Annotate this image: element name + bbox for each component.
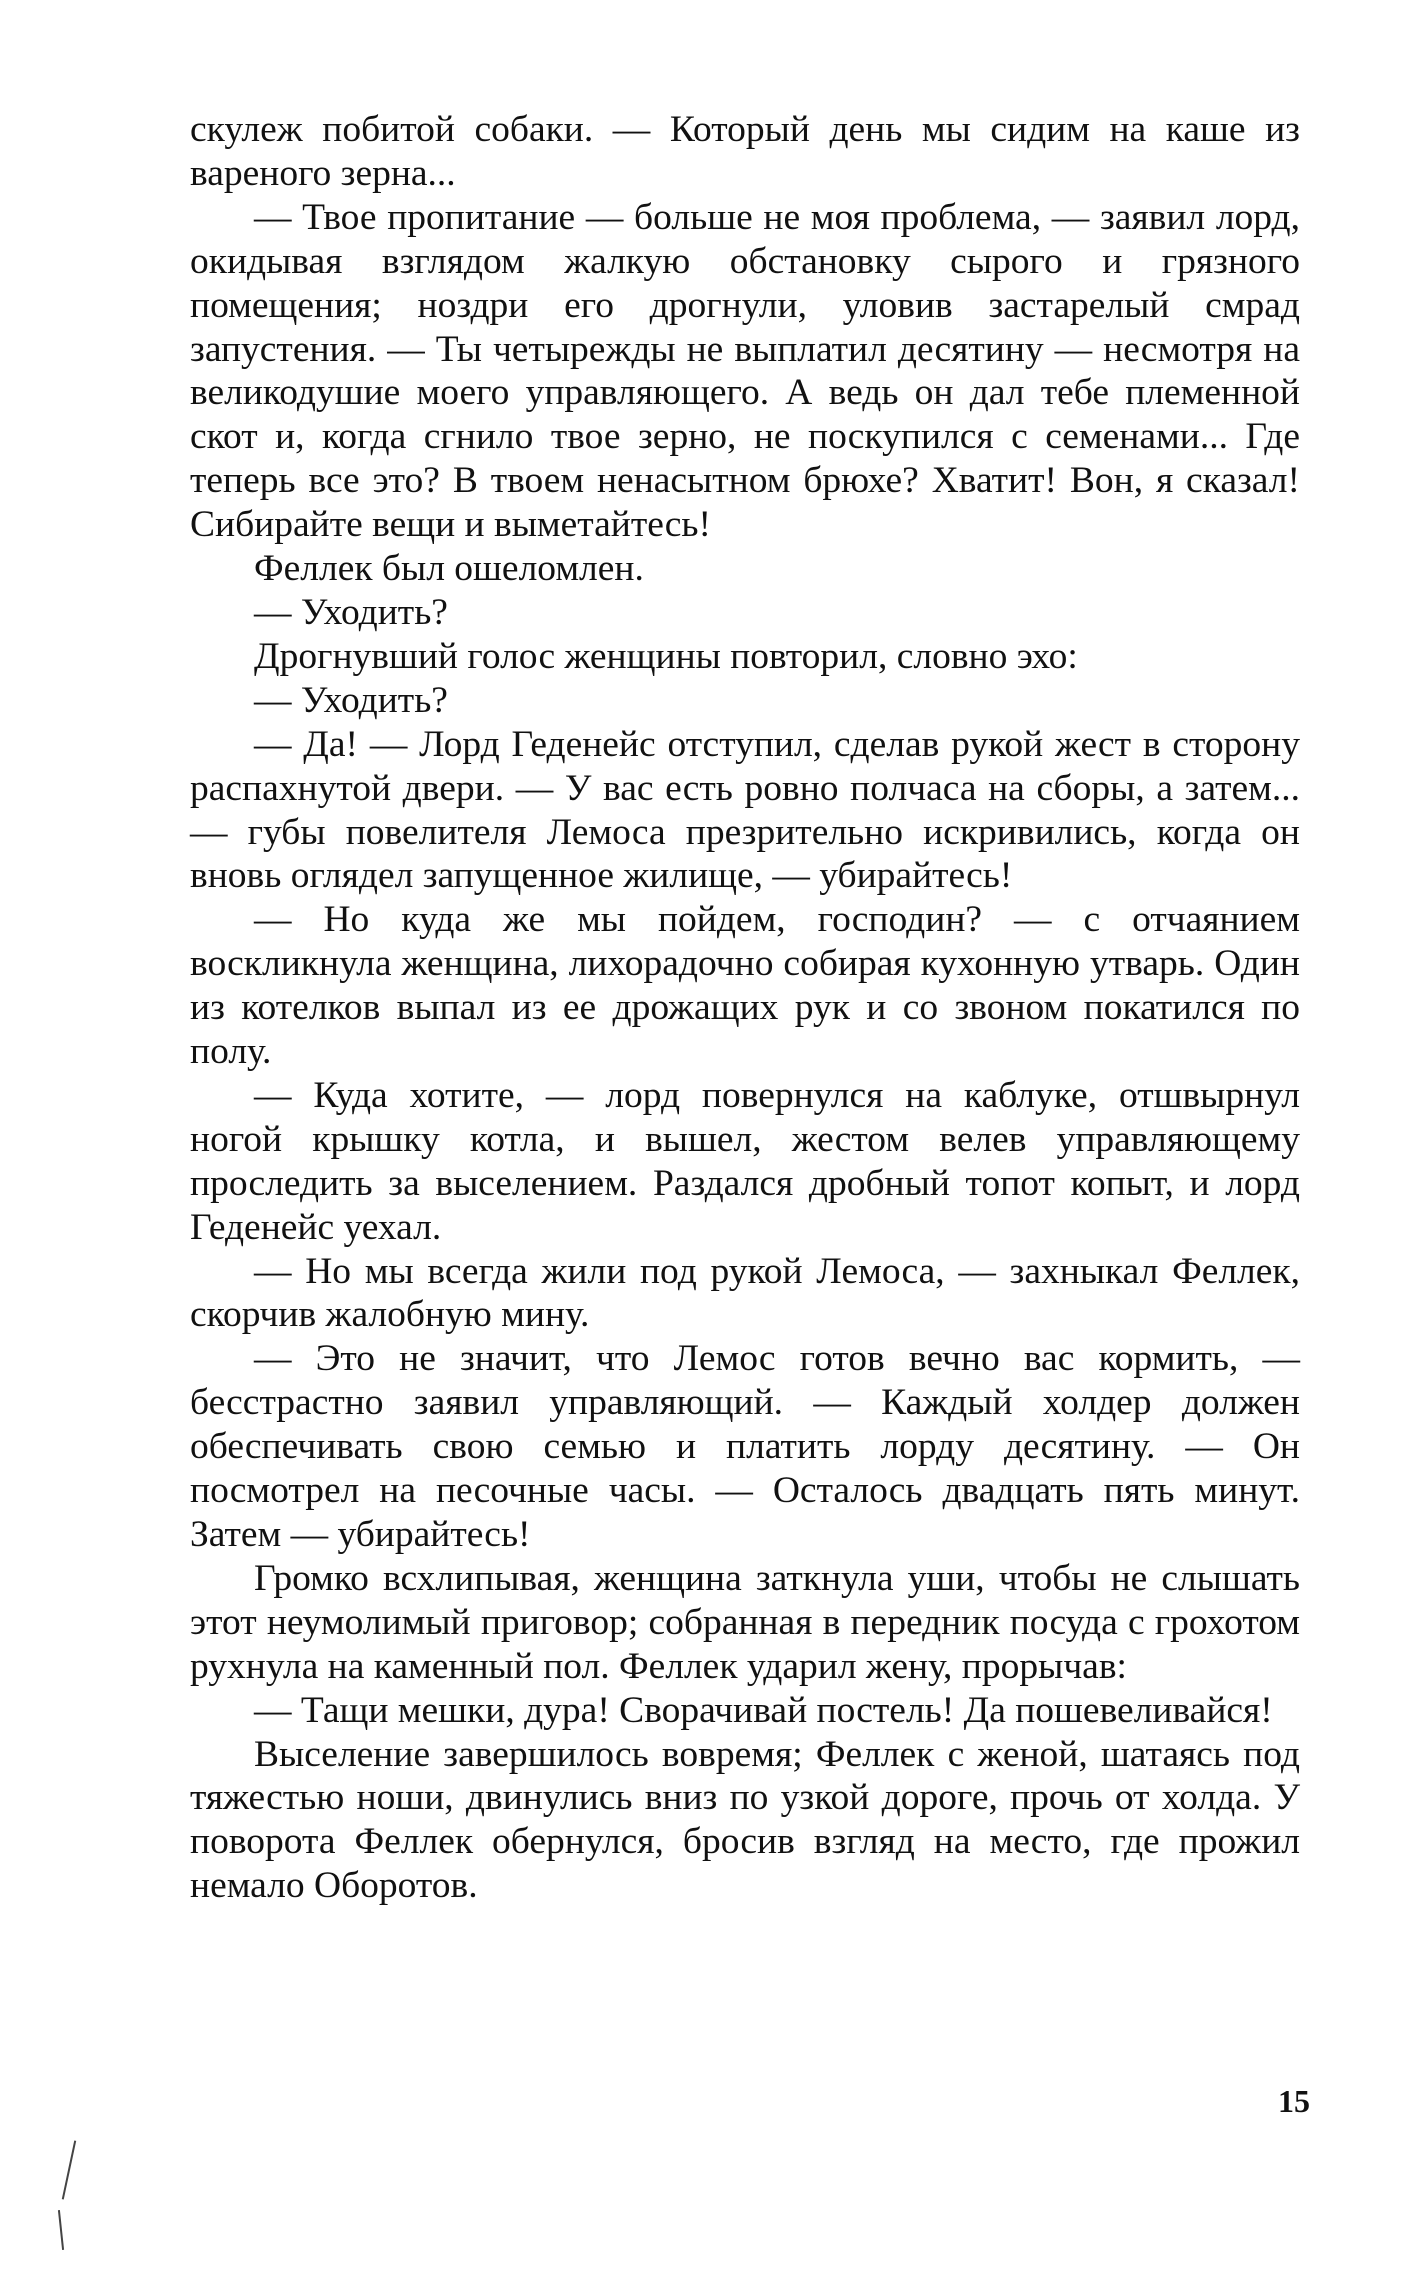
paragraph: Выселение завершилось вовремя; Феллек с женой, шатаясь под тяжестью ноши, двинулись вниз по узкой дороге, прочь от холда. У поворота Феллек обернулся, бросив взгляд на место, где прожил немало Оборотов. xyxy=(190,1733,1300,1907)
paragraph: — Уходить? xyxy=(254,591,448,633)
paragraph: — Это не значит, что Лемос готов вечно вас кормить, — бесстрастно заявил управляющий. — Каждый холдер должен обеспечивать свою семью и платить лорду десятину. — Он посмотрел на песочные часы. — Осталось двадцать пять минут. Затем — убирайтесь! xyxy=(190,1338,1300,1555)
scan-artifact xyxy=(58,2210,64,2250)
page-text xyxy=(190,108,1300,1908)
page-number: 15 xyxy=(1278,2083,1310,2119)
paragraph: — Твое пропитание — больше не моя проблема, — заявил лорд, окидывая взглядом жалкую обстановку сырого и грязного помещения; ноздри его дрогнули, уловив застарелый смрад запустения. — Ты четырежды не выплатил десятину — несмотря на великодушие моего управляющего. А ведь он дал тебе племенной скот и, когда сгнило твое зерно, не поскупился с семенами... Где теперь все это? В твоем ненасытном брюхе? Хватит! Вон, я сказал! Сибирайте вещи и выметайтесь! xyxy=(190,196,1300,546)
paragraph: — Да! — Лорд Геденейс отступил, сделав рукой жест в сторону распахнутой двери. — У вас есть ровно полчаса на сборы, а затем... — губы повелителя Лемоса презрительно искривились, когда он вновь оглядел запущенное жилище, — убирайтесь! xyxy=(190,723,1300,897)
paragraph: Громко всхлипывая, женщина заткнула уши, чтобы не слышать этот неумолимый приговор; собранная в передник посуда с грохотом рухнула на каменный пол. Феллек ударил жену, прорычав: xyxy=(190,1557,1300,1687)
paragraph: — Уходить? xyxy=(254,679,448,721)
paragraph: Дрогнувший голос женщины повторил, словно эхо: xyxy=(254,635,1078,677)
paragraph: скулеж побитой собаки. — Который день мы сидим на каше из вареного зерна... xyxy=(190,109,1300,194)
paragraph: Феллек был ошеломлен. xyxy=(254,548,644,590)
paragraph: — Но куда же мы пойдем, господин? — с отчаянием воскликнула женщина, лихорадочно собирая кухонную утварь. Один из котелков выпал из ее дрожащих рук и со звоном покатился по полу. xyxy=(190,899,1300,1073)
scan-artifact xyxy=(62,2140,76,2199)
paragraph: — Тащи мешки, дура! Сворачивай постель! Да пошевеливайся! xyxy=(254,1689,1273,1731)
paragraph: — Но мы всегда жили под рукой Лемоса, — захныкал Феллек, скорчив жалобную мину. xyxy=(190,1250,1300,1336)
paragraph: — Куда хотите, — лорд повернулся на каблуке, отшвырнул ногой крышку котла, и вышел, жестом велев управляющему проследить за выселением. Раздался дробный топот копыт, и лорд Геденейс уехал. xyxy=(190,1074,1300,1248)
